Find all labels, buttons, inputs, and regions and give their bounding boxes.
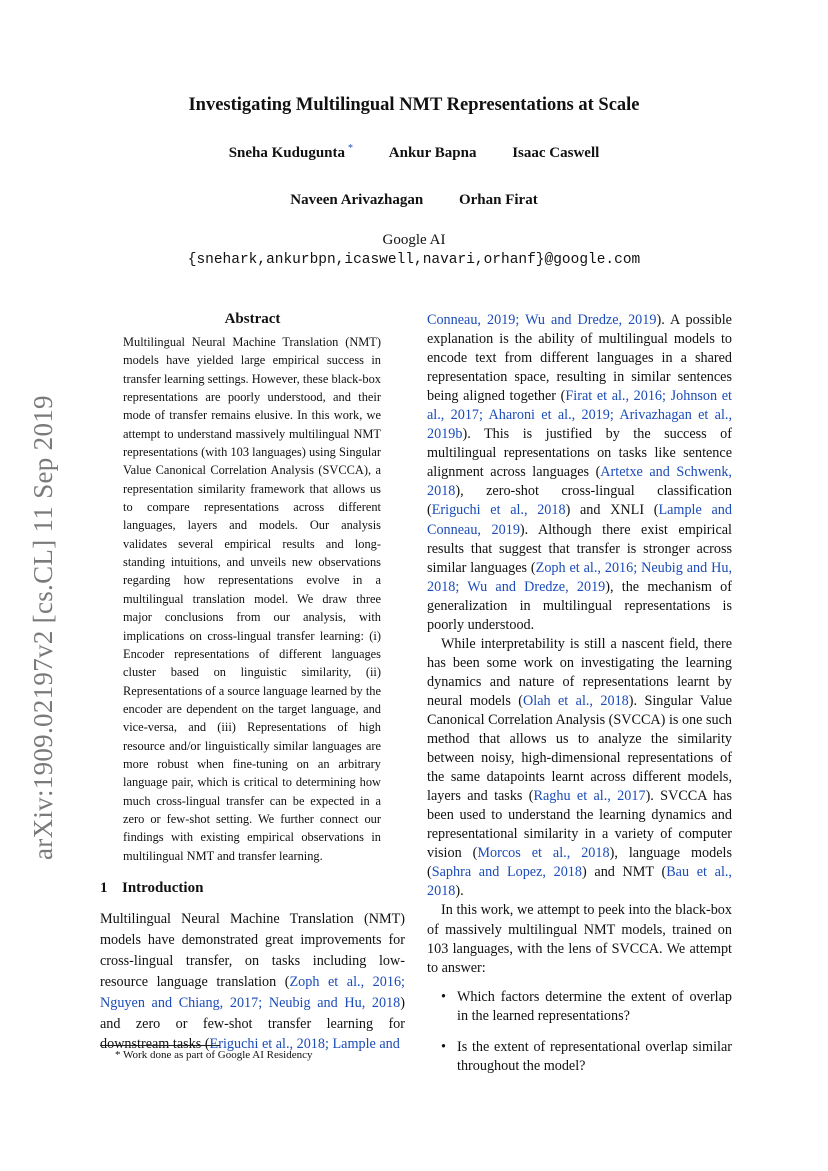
paper-title: Investigating Multilingual NMT Representations at Scale [188, 95, 640, 115]
bullet-icon: • [441, 988, 446, 1005]
citation-link[interactable]: Zoph et al., 2016; Neubig and Hu, 2018; Wu and Dredze, 2019 [427, 559, 732, 595]
paragraph-text: While interpretability is still a nascent field, there has been some work on investigating the learning dynamics and nature of representations learnt by neural models ( [427, 635, 732, 709]
citation-link[interactable]: Eriguchi et al., 2018; Lample and [209, 1036, 400, 1053]
citation-link[interactable]: Zoph et al., 2016; Nguyen and Chiang, 2017; Neubig and Hu, 2018 [100, 973, 405, 1011]
paragraph-text: ). [455, 883, 464, 900]
paragraph-text: ), language models ( [427, 845, 732, 881]
paragraph-text: ). Although there exist empirical results that suggest that transfer is stronger across similar languages ( [427, 521, 732, 576]
author-name: Isaac Caswell [512, 145, 600, 161]
author-name: Orhan Firat [458, 192, 538, 208]
abstract-heading: Abstract [224, 311, 281, 327]
paragraph-text: ) and NMT ( [582, 864, 667, 881]
right-column [427, 311, 732, 1088]
paragraph: In this work, we attempt to peek into the black-box of massively multilingual NMT models, trained on 103 languages, with the lens of SVCCA. We attempt to answer: [427, 902, 732, 976]
paragraph-text: ). Singular Value Canonical Correlation Analysis (SVCCA) is one such method that allows us to analyze the similarity between noisy, high-dimensional representations of the same datapoints learnt across different models, layers and tasks ( [427, 692, 733, 805]
citation-link[interactable]: Raghu et al., 2017 [533, 788, 646, 805]
paragraph-text: ). SVCCA has been used to understand the learning dynamics and representational similarity in a variety of computer vision ( [427, 788, 732, 862]
footnote: * Work done as part of Google AI Residency [115, 1049, 313, 1061]
citation-link[interactable]: Artetxe and Schwenk, 2018 [427, 464, 732, 500]
author-row-2 [0, 192, 828, 209]
paragraph-text: ). This is justified by the success of multilingual representations on tasks like sentence alignment across languages ( [427, 426, 732, 481]
citation-link[interactable]: Firat et al., 2016; Johnson et al., 2017; Aharoni et al., 2019; Arivazhagan et al., 2019b [427, 388, 732, 443]
research-questions [427, 988, 732, 1076]
section-title: Introduction [122, 880, 204, 896]
arxiv-identifier: arXiv:1909.02197v2 [cs.CL] 11 Sep 2019 [28, 395, 58, 860]
bullet-icon: • [441, 1038, 446, 1055]
citation-link[interactable]: Bau et al., 2018 [427, 864, 732, 900]
affiliation: Google AI [382, 232, 446, 248]
paragraph-text: ) and XNLI ( [565, 502, 659, 519]
footnote-rule [100, 1045, 220, 1046]
author-name: Sneha Kudugunta * [228, 143, 354, 161]
citation-link[interactable]: Morcos et al., 2018 [477, 845, 610, 862]
paragraph-text: ). A possible explanation is the ability of multilingual models to encode text from different languages in a shared representation space, resulting in similar sentences being aligned together ( [427, 312, 732, 405]
abstract-text: Multilingual Neural Machine Translation (NMT) models have yielded large empirical success in transfer learning settings. However, these black-box representations are poorly understood, and their mode of transfer remains elusive. In this work, we attempt to understand massively multilingual NMT representations (with 103 languages) using Singular Value Canonical Correlation Analysis (SVCCA), a representation similarity framework that allows us to compare representations across different languages, layers and models. Our analysis validates several empirical results and long-standing intuitions, and unveils new observations regarding how representations evolve in a multilingual translation model. We draw three major conclusions from our analysis, with implications on cross-lingual transfer learning: (i) Encoder representations of different languages cluster based on linguistic similarity, (ii) Representations of a source language learned by the encoder are dependent on the target language, and vice-versa, and (iii) Representations of high resource and/or linguistically similar languages are more robust when fine-tuning on an arbitrary language pair, which is critical to determining how much cross-lingual transfer can be expected in a zero or few-shot setting. We further connect our findings with existing empirical observations in multilingual NMT and transfer learning. [123, 335, 381, 863]
citation-link[interactable]: Saphra and Lopez, 2018 [431, 864, 582, 881]
citation-link[interactable]: Eriguchi et al., 2018 [431, 502, 566, 519]
list-item: • Is the extent of representational overlap similar throughout the model? [441, 1038, 732, 1074]
paragraph [427, 311, 732, 635]
citation-link[interactable]: Lample and Conneau, 2019 [427, 502, 732, 538]
section-number: 1 [100, 880, 108, 896]
paragraph [427, 635, 732, 902]
paragraph-text: ), the mechanism of generalization in multilingual representations is poorly understood. [427, 578, 732, 633]
citation-link[interactable]: Olah et al., 2018 [523, 692, 629, 709]
paragraph-text: ), zero-shot cross-lingual classification ( [427, 483, 732, 519]
section-heading [100, 880, 203, 897]
author-name: Naveen Arivazhagan [290, 192, 424, 208]
list-item: • Which factors determine the extent of overlap in the learned representations? [441, 988, 732, 1024]
footnote-marker[interactable]: * [348, 143, 354, 154]
author-emails: {snehark,ankurbpn,icaswell,navari,orhanf}@google.com [187, 252, 641, 268]
author-row-1 [0, 143, 828, 162]
intro-paragraph: Multilingual Neural Machine Translation (NMT) models have demonstrated great improvements for cross-lingual transfer, on tasks including low-resource language translation (Zoph et al., 2016; Nguyen and Chiang, 2017; Neubig and Hu, 2018) and zero or few-shot transfer learning for downstream tasks (Eriguchi et al., 2018; Lample and [100, 911, 405, 1053]
author-name: Ankur Bapna [388, 145, 477, 161]
citation-link[interactable]: Conneau, 2019; Wu and Dredze, 2019 [427, 312, 657, 328]
